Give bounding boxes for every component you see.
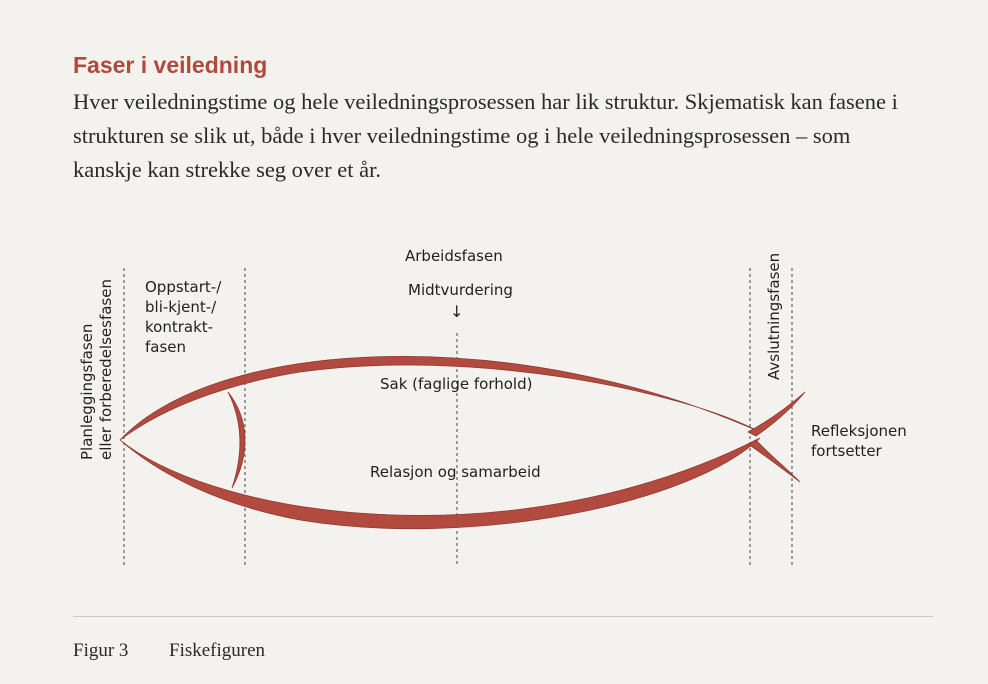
label-midterm: Midtvurdering xyxy=(408,281,513,299)
fish-tail-upper xyxy=(748,392,805,436)
fish-lower-arc xyxy=(120,438,760,529)
label-startup-phase: Oppstart-/ bli-kjent-/ kontrakt- fasen xyxy=(145,278,222,356)
fish-gill xyxy=(228,392,245,488)
figure-caption xyxy=(73,640,265,662)
intro-paragraph: Hver veiledningstime og hele veiledningsprosessen har lik struktur. Skjematisk kan fasene i strukturen se slik ut, både i hver veiledningstime og i hele veiledningsprosessen – som kanskje kan strekke seg over et år. xyxy=(73,89,898,182)
label-work-phase: Arbeidsfasen xyxy=(405,247,503,265)
figure-title: Fiskefiguren xyxy=(169,640,266,661)
label-planning-phase: Planleggingsfasen eller forberedelsesfasen xyxy=(78,279,115,460)
caption-divider xyxy=(73,616,933,617)
label-topic-lower: Relasjon og samarbeid xyxy=(370,463,541,481)
arrow-down-icon: ↓ xyxy=(450,302,464,321)
label-topic-upper: Sak (faglige forhold) xyxy=(380,375,533,393)
fish-upper-arc xyxy=(120,356,760,440)
label-closing-phase: Avslutningsfasen xyxy=(765,252,783,380)
section-heading: Faser i veiledning xyxy=(73,52,268,78)
label-reflection: Refleksjonen fortsetter xyxy=(811,422,907,460)
figure-number: Figur 3 xyxy=(73,640,129,661)
